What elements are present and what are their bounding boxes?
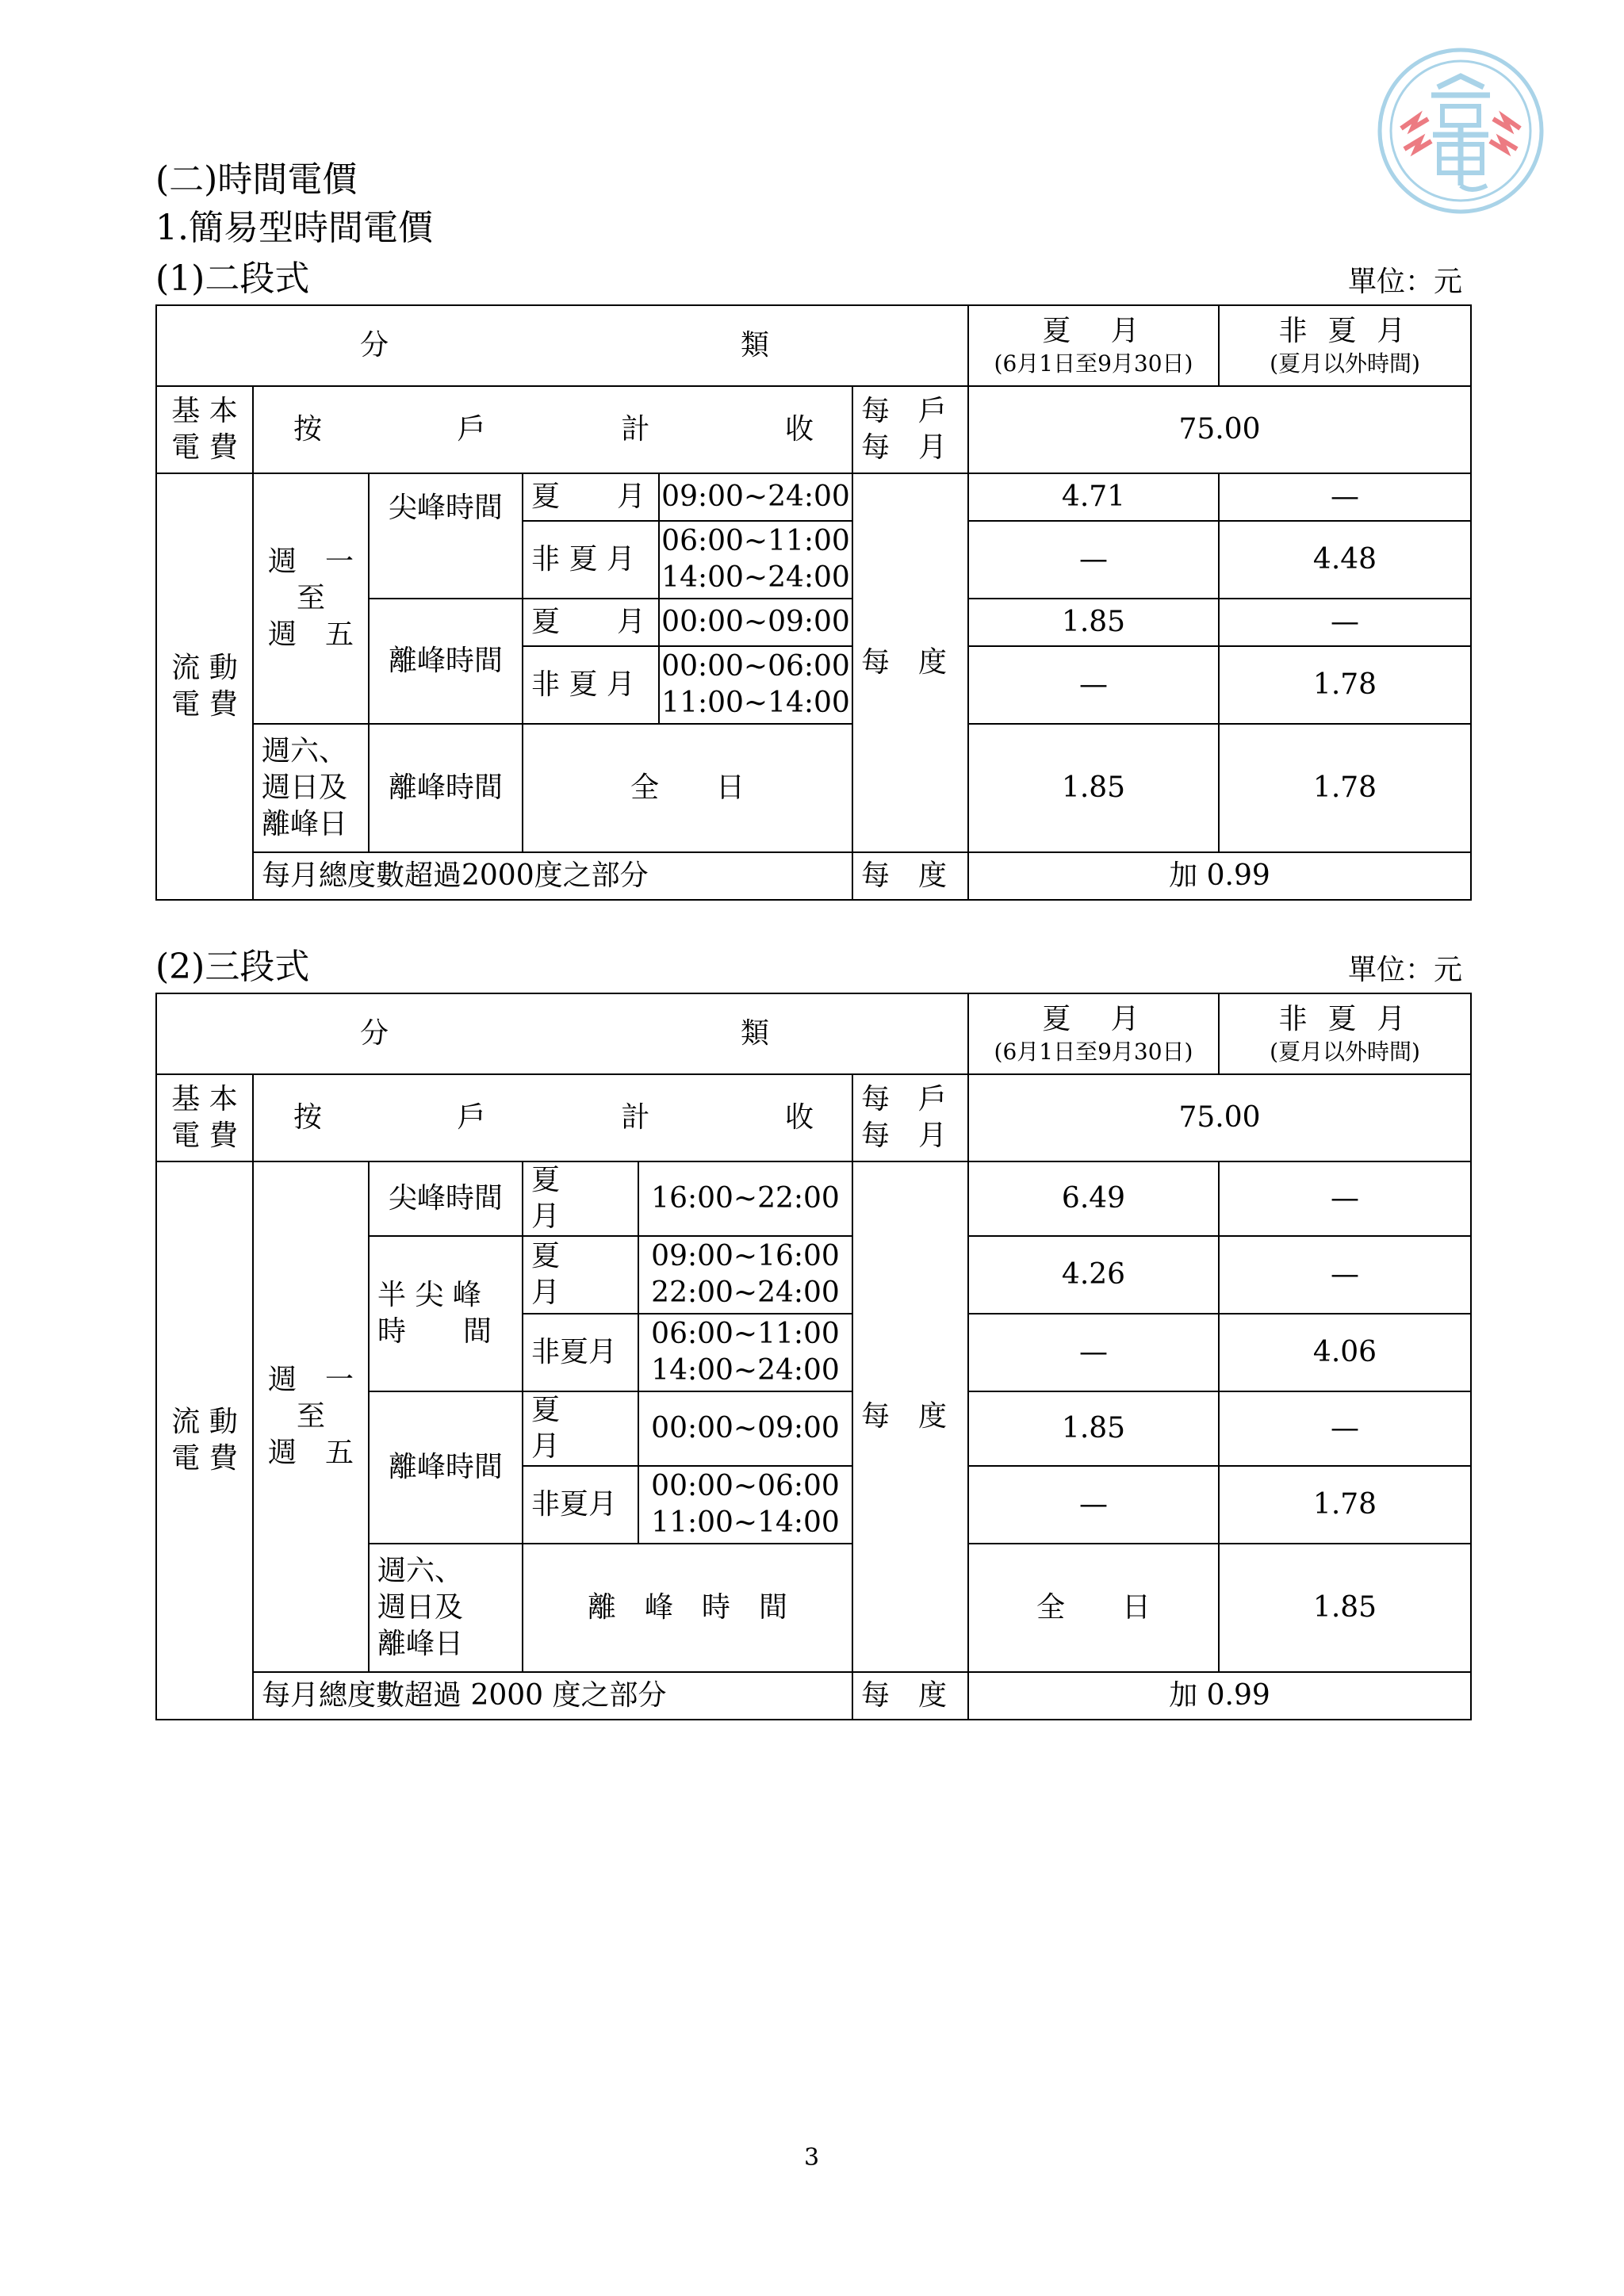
- nonsummer-header: [1219, 993, 1471, 1074]
- offpeak-nonsummer-label: 非 夏 月: [523, 646, 659, 724]
- offpeak-summer-rate: 1.85: [968, 599, 1219, 646]
- per-household-char-2: 戶: [457, 1100, 486, 1134]
- per-kwh-label: 每 度: [852, 1161, 968, 1672]
- weekend-line1: 週六、: [262, 734, 348, 767]
- semipeak-summer-label: 夏 月: [523, 1236, 638, 1314]
- basic-fee-line2: 電 費: [171, 1119, 238, 1152]
- taipower-logo-icon: [1376, 46, 1545, 216]
- nonsummer-note: (夏月以外時間): [1270, 350, 1420, 377]
- peak-summer-nonsummer-dash: —: [1219, 1161, 1471, 1236]
- semipeak-nonsummer-time-2: 14:00~24:00: [651, 1354, 840, 1387]
- semipeak-summer-time-1: 09:00~16:00: [651, 1240, 840, 1273]
- basic-fee-value: 75.00: [968, 1074, 1471, 1161]
- offpeak-summer-nonsummer-dash: —: [1219, 599, 1471, 646]
- offpeak-label: 離峰時間: [369, 1391, 523, 1544]
- peak-nonsummer-time-1: 06:00~11:00: [661, 524, 850, 557]
- nonsummer-note: (夏月以外時間): [1270, 1039, 1420, 1066]
- per-month-line1: 每 戶: [861, 1082, 948, 1115]
- peak-summer-rate: 4.71: [968, 473, 1219, 521]
- per-household-label: [253, 386, 852, 473]
- peak-summer-time: 16:00~22:00: [638, 1161, 852, 1236]
- basic-fee-label: [156, 386, 253, 473]
- weekdays-line3: 週 五: [267, 618, 354, 652]
- peak-nonsummer-time-2: 14:00~24:00: [661, 561, 850, 594]
- summer-note: (6月1日至9月30日): [994, 1039, 1193, 1066]
- peak-summer-rate: 6.49: [968, 1161, 1219, 1236]
- table2-title: (2)三段式: [155, 947, 310, 987]
- semipeak-nonsummer-rate: 4.06: [1219, 1314, 1471, 1391]
- semipeak-summer-time-2: 22:00~24:00: [651, 1276, 840, 1310]
- basic-fee-label: [156, 1074, 253, 1161]
- offpeak-nonsummer-summer-dash: —: [968, 1466, 1219, 1544]
- weekend-summer-rate: 1.85: [968, 724, 1219, 852]
- peak-summer-nonsummer-dash: —: [1219, 473, 1471, 521]
- peak-summer-row: [156, 473, 1471, 521]
- header-row: [156, 993, 1471, 1074]
- peak-nonsummer-summer-dash: —: [968, 521, 1219, 599]
- weekdays-label: [253, 1161, 369, 1672]
- per-kwh-label: 每 度: [852, 473, 968, 852]
- basic-fee-value: 75.00: [968, 386, 1471, 473]
- semipeak-nonsummer-summer-dash: —: [968, 1314, 1219, 1391]
- semipeak-summer-rate: 4.26: [968, 1236, 1219, 1314]
- offpeak-nonsummer-rate: 1.78: [1219, 1466, 1471, 1544]
- weekend-label: [253, 724, 369, 852]
- category-header: [156, 305, 968, 386]
- variable-fee-line2: 電 費: [171, 1442, 238, 1475]
- offpeak-summer-time: 00:00~09:00: [659, 599, 852, 646]
- weekend-line3: 離峰日: [377, 1628, 464, 1661]
- page-number: 3: [804, 2144, 820, 2172]
- excess-rate: 加 0.99: [968, 852, 1471, 900]
- per-household-char-4: 收: [784, 1100, 814, 1134]
- per-household-char-3: 計: [621, 412, 650, 446]
- weekend-line2: 週日及: [262, 771, 348, 804]
- section-title: (二)時間電價: [155, 159, 358, 200]
- category-header: [156, 993, 968, 1074]
- offpeak-label: 離峰時間: [369, 599, 523, 724]
- per-household-char-1: 按: [293, 412, 323, 446]
- weekend-label: [369, 1544, 523, 1672]
- table1-title: (1)二段式: [155, 258, 310, 299]
- variable-fee-label: [156, 1161, 253, 1720]
- peak-summer-time: 09:00~24:00: [659, 473, 852, 521]
- peak-nonsummer-rate: 4.48: [1219, 521, 1471, 599]
- weekend-line3: 離峰日: [262, 808, 348, 841]
- offpeak-nonsummer-summer-dash: —: [968, 646, 1219, 724]
- weekend-summer-rate: 1.85: [1219, 1544, 1471, 1672]
- excess-per-kwh: 每 度: [852, 1672, 968, 1720]
- weekdays-line3: 週 五: [267, 1437, 354, 1470]
- peak-label: 尖峰時間: [369, 473, 523, 599]
- basic-fee-row: [156, 386, 1471, 473]
- weekdays-label: [253, 473, 369, 724]
- excess-row: [156, 852, 1471, 900]
- semipeak-label: [369, 1236, 523, 1391]
- offpeak-nonsummer-time-1: 00:00~06:00: [651, 1470, 840, 1503]
- per-household-label: [253, 1074, 852, 1161]
- weekend-line1: 週六、: [377, 1555, 464, 1588]
- nonsummer-label: 非 夏 月: [1278, 315, 1411, 348]
- nonsummer-label: 非 夏 月: [1278, 1003, 1411, 1036]
- semipeak-nonsummer-time: [638, 1314, 852, 1391]
- basic-fee-row: [156, 1074, 1471, 1161]
- table2-unit-label: 單位：元: [1348, 954, 1463, 986]
- per-household-char-1: 按: [293, 1100, 323, 1134]
- excess-label: 每月總度數超過 2000 度之部分: [253, 1672, 852, 1720]
- per-month-label: [852, 1074, 968, 1161]
- weekdays-line2: 至: [296, 581, 325, 614]
- offpeak-nonsummer-rate: 1.78: [1219, 646, 1471, 724]
- offpeak-summer-nonsummer-dash: —: [1219, 1391, 1471, 1466]
- variable-fee-line2: 電 費: [171, 688, 238, 721]
- basic-fee-line1: 基 本: [171, 1082, 238, 1115]
- peak-summer-label: 夏 月: [523, 473, 659, 521]
- summer-label: 夏 月: [1042, 315, 1145, 348]
- basic-fee-line2: 電 費: [171, 431, 238, 464]
- excess-rate: 加 0.99: [968, 1672, 1471, 1720]
- summer-header: [968, 993, 1219, 1074]
- weekend-all-day: 全 日: [968, 1544, 1219, 1672]
- offpeak-nonsummer-time-2: 11:00~14:00: [661, 687, 850, 719]
- offpeak-nonsummer-time-2: 11:00~14:00: [651, 1506, 840, 1540]
- per-month-label: [852, 386, 968, 473]
- excess-per-kwh: 每 度: [852, 852, 968, 900]
- per-month-line2: 每 月: [861, 431, 948, 464]
- peak-label: 尖峰時間: [369, 1161, 523, 1236]
- weekdays-line2: 至: [296, 1400, 325, 1433]
- basic-fee-line1: 基 本: [171, 394, 238, 427]
- offpeak-nonsummer-time: [638, 1466, 852, 1544]
- peak-summer-row: [156, 1161, 1471, 1236]
- per-household-char-3: 計: [621, 1100, 650, 1134]
- category-char-1: 分: [360, 328, 389, 362]
- weekend-offpeak-label: 離峰時間: [369, 724, 523, 852]
- semipeak-summer-time: [638, 1236, 852, 1314]
- weekend-line2: 週日及: [377, 1591, 464, 1624]
- excess-label: 每月總度數超過2000度之部分: [253, 852, 852, 900]
- two-tier-tariff-table: [155, 304, 1472, 901]
- offpeak-summer-label: 夏 月: [523, 1391, 638, 1466]
- category-char-2: 類: [740, 328, 769, 362]
- peak-summer-label: 夏 月: [523, 1161, 638, 1236]
- nonsummer-header: [1219, 305, 1471, 386]
- offpeak-nonsummer-label: 非夏月: [523, 1466, 638, 1544]
- category-char-2: 類: [740, 1016, 769, 1050]
- per-month-line1: 每 戶: [861, 394, 948, 427]
- offpeak-summer-label: 夏 月: [523, 599, 659, 646]
- category-char-1: 分: [360, 1016, 389, 1050]
- weekdays-line1: 週 一: [267, 545, 354, 578]
- offpeak-nonsummer-time-1: 00:00~06:00: [661, 649, 850, 683]
- semipeak-nonsummer-time-1: 06:00~11:00: [651, 1318, 840, 1351]
- summer-label: 夏 月: [1042, 1003, 1145, 1036]
- header-row: [156, 305, 1471, 386]
- variable-fee-line1: 流 動: [171, 1406, 238, 1439]
- three-tier-tariff-table: [155, 993, 1472, 1720]
- semipeak-summer-nonsummer-dash: —: [1219, 1236, 1471, 1314]
- per-household-char-4: 收: [784, 412, 814, 446]
- variable-fee-line1: 流 動: [171, 651, 238, 684]
- subsection-title: 1.簡易型時間電價: [155, 208, 433, 248]
- per-month-line2: 每 月: [861, 1119, 948, 1152]
- semipeak-line1: 半 尖 峰: [377, 1279, 481, 1312]
- semipeak-nonsummer-label: 非夏月: [523, 1314, 638, 1391]
- offpeak-nonsummer-time: [659, 646, 852, 724]
- offpeak-summer-time: 00:00~09:00: [638, 1391, 852, 1466]
- table1-unit-label: 單位：元: [1348, 266, 1463, 298]
- weekend-offpeak-label: 離 峰 時 間: [523, 1544, 852, 1672]
- offpeak-summer-rate: 1.85: [968, 1391, 1219, 1466]
- peak-nonsummer-time: [659, 521, 852, 599]
- weekend-nonsummer-rate: 1.78: [1219, 724, 1471, 852]
- semipeak-line2: 時 間: [377, 1315, 492, 1349]
- weekend-row: [156, 724, 1471, 852]
- excess-row: [156, 1672, 1471, 1720]
- weekdays-line1: 週 一: [267, 1364, 354, 1397]
- summer-note: (6月1日至9月30日): [994, 350, 1193, 377]
- weekend-all-day: 全 日: [523, 724, 852, 852]
- per-household-char-2: 戶: [457, 412, 486, 446]
- peak-nonsummer-label: 非 夏 月: [523, 521, 659, 599]
- summer-header: [968, 305, 1219, 386]
- variable-fee-label: [156, 473, 253, 900]
